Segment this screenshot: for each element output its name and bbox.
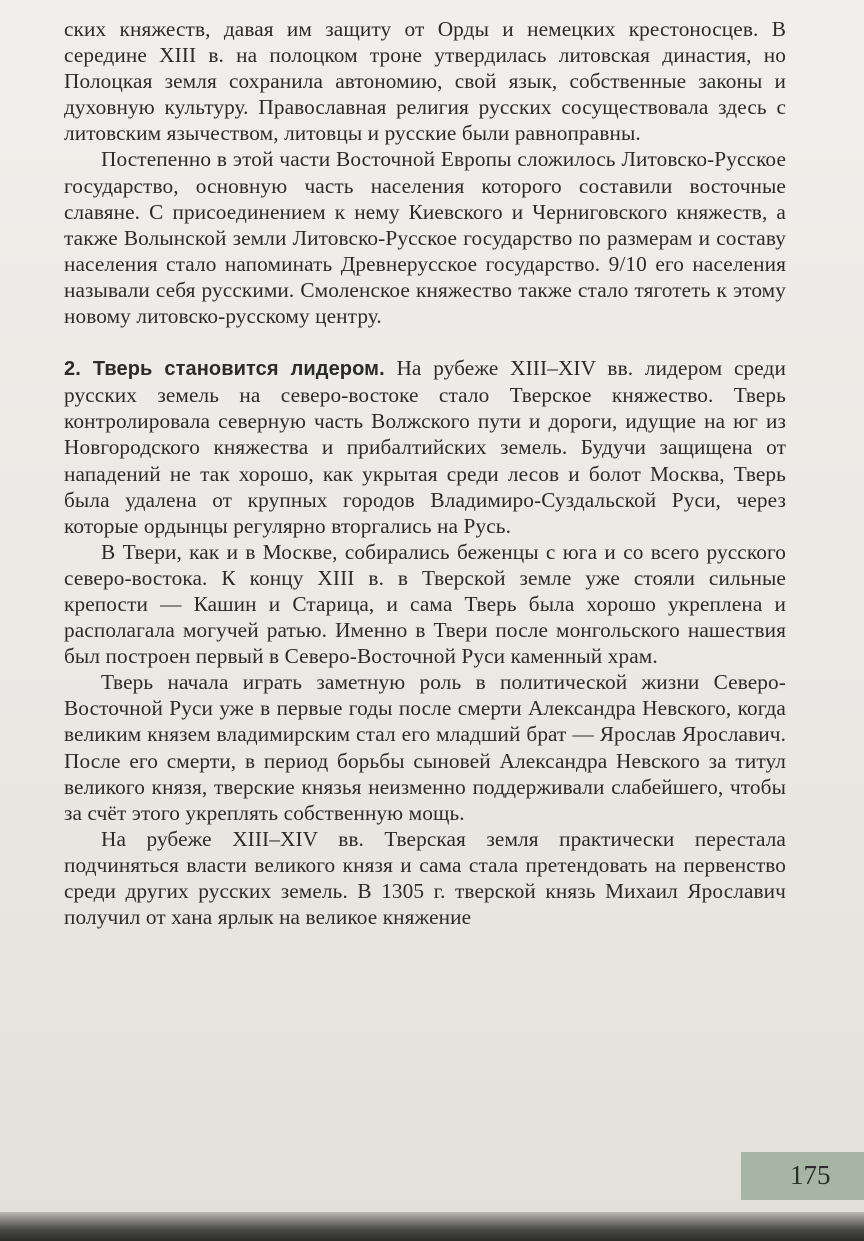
paragraph-3: [64, 355, 786, 539]
paragraph-3-text: На рубеже XIII–XIV вв. лидером среди русских земель на северо-востоке стало Тверское княжество. Тверь контролировала северную часть Волжского пути и дороги, идущие на юг из Новгородского княжества и прибалтийских земель. Будучи защищена от нападений не так хорошо, как укрытая среди лесов и болот Москва, Тверь была удалена от крупных городов Владимиро-Суздальской Руси, через которые ордынцы регулярно вторгались на Русь.: [64, 356, 786, 538]
page-bottom-shadow: [0, 1212, 864, 1241]
paragraph-1: ских княжеств, давая им защиту от Орды и немецких крестоносцев. В середине XIII в. на полоцком троне утвердилась литовская династия, но Полоцкая земля сохранила автономию, свой язык, собственные законы и духовную культуру. Православная религия русских сосуществовала здесь с литовским язычеством, литовцы и русские были равноправны.: [64, 17, 786, 146]
paragraph-2: Постепенно в этой части Восточной Европы сложилось Литовско-Русское государство, основную часть населения которого составили восточные славяне. С присоединением к нему Киевского и Черниговского княжеств, а также Волынской земли Литовско-Русское государство по размерам и составу населения стало напоминать Древнерусское государство. 9/10 его населения называли себя русскими. Смоленское княжество также стало тяготеть к этому новому литовско-русскому центру.: [64, 147, 786, 329]
page-body-text: [64, 16, 786, 930]
paragraph-4: В Твери, как и в Москве, собирались беженцы с юга и со всего русского северо-востока. К концу XIII в. в Тверской земле уже стояли сильные крепости — Кашин и Старица, и сама Тверь была хорошо укреплена и располагала могучей ратью. Именно в Твери после монгольского нашествия был построен первый в Северо-Восточной Руси каменный храм.: [64, 539, 786, 669]
paragraph-5: Тверь начала играть заметную роль в политической жизни Северо-Восточной Руси уже в первые годы после смерти Александра Невского, когда великим князем владимирским стал его младший брат — Ярослав Ярославич. После его смерти, в период борьбы сыновей Александра Невского за титул великого князя, тверские князья неизменно поддерживали слабейшего, чтобы за счёт этого укреплять собственную мощь.: [64, 670, 786, 825]
section-heading: 2. Тверь становится лидером.: [64, 358, 385, 381]
page-number: 175: [790, 1160, 831, 1190]
paragraph-6: На рубеже XIII–XIV вв. Тверская земля практически перестала подчиняться власти великого князя и сама стала претендовать на первенство среди других русских земель. В 1305 г. тверской князь Михаил Ярославич получил от хана ярлык на великое княжение: [64, 826, 786, 930]
